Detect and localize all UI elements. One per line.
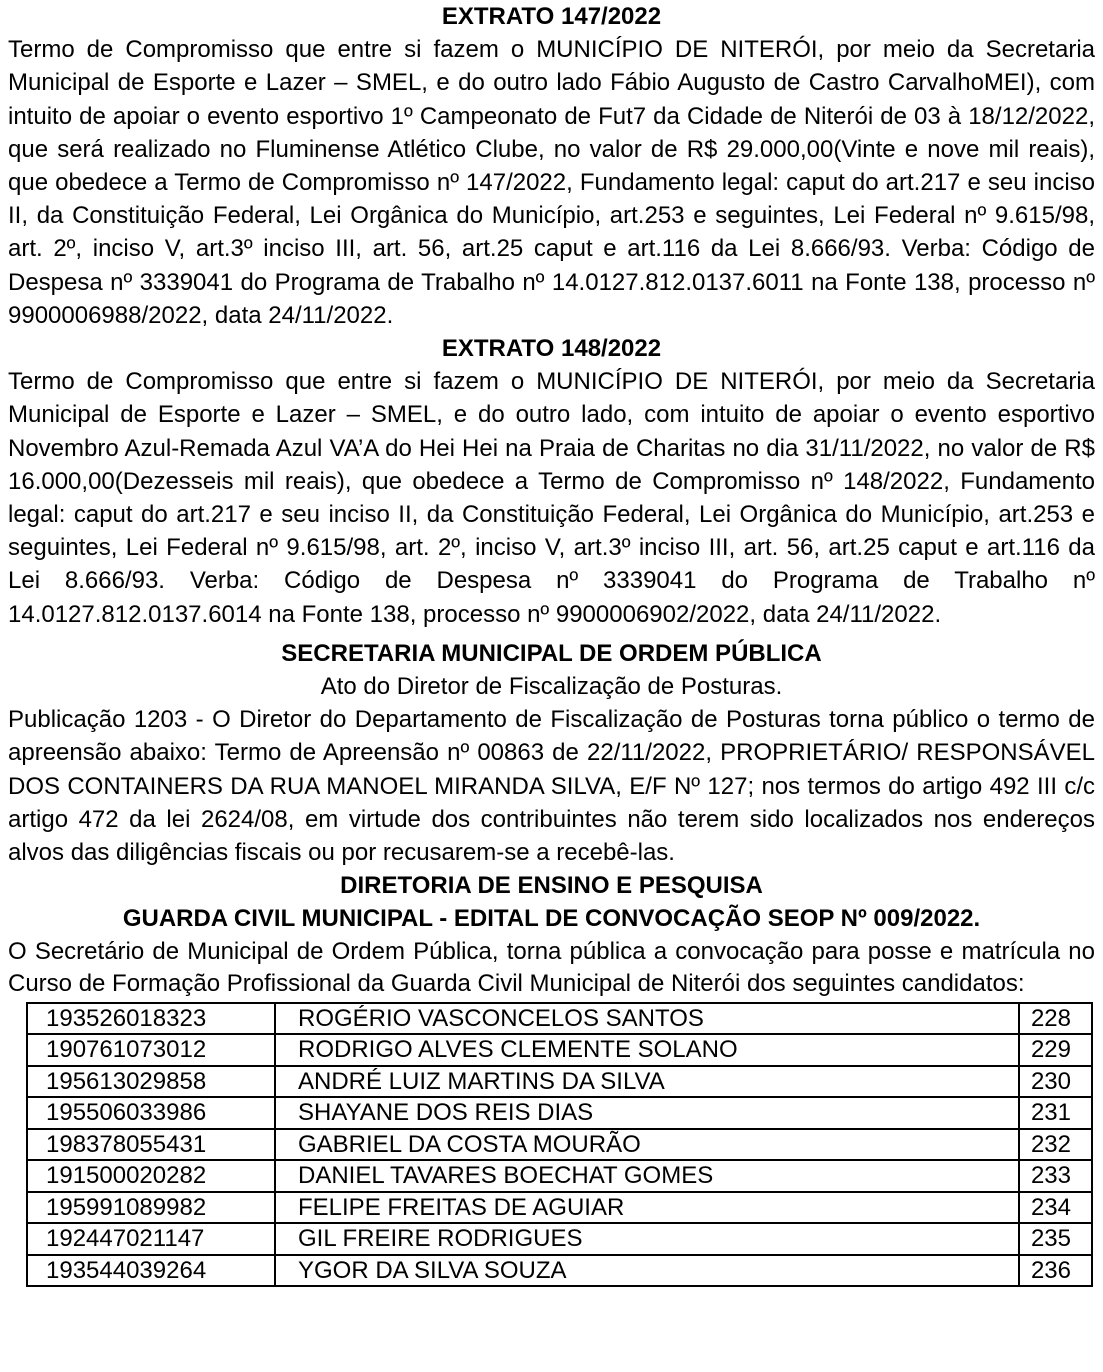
candidate-name: DANIEL TAVARES BOECHAT GOMES (275, 1160, 1019, 1192)
candidate-classificacao: 230 (1019, 1066, 1092, 1098)
extrato-147-body: Termo de Compromisso que entre si fazem o MUNICÍPIO DE NITERÓI, por meio da Secretaria Municipal de Esporte e Lazer – SMEL, e do outro lado Fábio Augusto de Castro CarvalhoMEI), com intuito de apoiar o evento esportivo 1º Campeonato de Fut7 da Cidade de Niterói de 03 à 18/12/2022, que será realizado no Fluminense Atlético Clube, no valor de R$ 29.000,00(Vinte e nove mil reais), que obedece a Termo de Compromisso nº 147/2022, Fundamento legal: caput do art.217 e seu inciso II, da Constituição Federal, Lei Orgânica do Município, art.253 e seguintes, Lei Federal nº 9.615/98, art. 2º, inciso V, art.3º inciso III, art. 56, art.25 caput e art.116 da Lei 8.666/93. Verba: Código de Despesa nº 3339041 do Programa de Trabalho nº 14.0127.812.0137.6011 na Fonte 138, processo nº 9900006988/2022, data 24/11/2022. (8, 36, 1095, 329)
candidate-name: ROGÉRIO VASCONCELOS SANTOS (275, 1003, 1019, 1035)
candidate-classificacao: 228 (1019, 1003, 1092, 1035)
ordem-publica-body: Publicação 1203 - O Diretor do Departamento de Fiscalização de Posturas torna público o termo de apreensão abaixo: Termo de Apreensão nº 00863 de 22/11/2022, PROPRIETÁRIO/ RESPONSÁVEL DOS CONTAINERS DA RUA MANOEL MIRANDA SILVA, E/F Nº 127; nos termos do artigo 492 III c/c artigo 472 da lei 2624/08, em virtude dos contribuintes não terem sido localizados nos endereços alvos das diligências fiscais ou por recusarem-se a recebê-las. (8, 706, 1095, 867)
candidate-classificacao: 232 (1019, 1129, 1092, 1161)
candidate-inscricao: 193526018323 (27, 1003, 275, 1035)
table-row (27, 1003, 1092, 1035)
candidate-inscricao: 195613029858 (27, 1066, 275, 1098)
table-row (27, 1160, 1092, 1192)
candidate-inscricao: 191500020282 (27, 1160, 275, 1192)
candidate-name: RODRIGO ALVES CLEMENTE SOLANO (275, 1034, 1019, 1066)
candidate-name: GABRIEL DA COSTA MOURÃO (275, 1129, 1019, 1161)
edital-title: GUARDA CIVIL MUNICIPAL - EDITAL DE CONVOCAÇÃO SEOP Nº 009/2022. (122, 905, 981, 933)
extrato-148-title: EXTRATO 148/2022 (441, 335, 662, 363)
diretoria-title: DIRETORIA DE ENSINO E PESQUISA (340, 872, 763, 900)
candidate-name: ANDRÉ LUIZ MARTINS DA SILVA (275, 1066, 1019, 1098)
table-row (27, 1129, 1092, 1161)
candidate-inscricao: 192447021147 (27, 1223, 275, 1255)
table-row (27, 1034, 1092, 1066)
ordem-publica-title: SECRETARIA MUNICIPAL DE ORDEM PÚBLICA (281, 639, 822, 667)
candidate-name: FELIPE FREITAS DE AGUIAR (275, 1192, 1019, 1224)
candidate-classificacao: 235 (1019, 1223, 1092, 1255)
candidate-classificacao: 233 (1019, 1160, 1092, 1192)
candidate-name: SHAYANE DOS REIS DIAS (275, 1097, 1019, 1129)
table-row (27, 1097, 1092, 1129)
candidate-name: GIL FREIRE RODRIGUES (275, 1223, 1019, 1255)
candidate-classificacao: 229 (1019, 1034, 1092, 1066)
candidate-inscricao: 195991089982 (27, 1192, 275, 1224)
candidate-inscricao: 193544039264 (27, 1255, 275, 1287)
extrato-148-body: Termo de Compromisso que entre si fazem o MUNICÍPIO DE NITERÓI, por meio da Secretaria Municipal de Esporte e Lazer – SMEL, e do outro lado, com intuito de apoiar o evento esportivo Novembro Azul-Remada Azul VA’A do Hei Hei na Praia de Charitas no dia 31/11/2022, no valor de R$ 16.000,00(Dezesseis mil reais), que obedece a Termo de Compromisso nº 148/2022, Fundamento legal: caput do art.217 e seu inciso II, da Constituição Federal, Lei Orgânica do Município, art.253 e seguintes, Lei Federal nº 9.615/98, art. 2º, inciso V, art.3º inciso III, art. 56, art.25 caput e art.116 da Lei 8.666/93. Verba: Código de Despesa nº 3339041 do Programa de Trabalho nº 14.0127.812.0137.6014 na Fonte 138, processo nº 9900006902/2022, data 24/11/2022. (8, 368, 1095, 628)
table-row (27, 1255, 1092, 1287)
candidate-name: YGOR DA SILVA SOUZA (275, 1255, 1019, 1287)
candidate-inscricao: 195506033986 (27, 1097, 275, 1129)
candidates-table (26, 1002, 1093, 1288)
extrato-147-title: EXTRATO 147/2022 (441, 3, 662, 30)
ordem-publica-subtitle: Ato do Diretor de Fiscalização de Posturas. (320, 673, 783, 701)
candidate-inscricao: 198378055431 (27, 1129, 275, 1161)
candidate-inscricao: 190761073012 (27, 1034, 275, 1066)
table-row (27, 1066, 1092, 1098)
edital-body: O Secretário de Municipal de Ordem Pública, torna pública a convocação para posse e matrícula no Curso de Formação Profissional da Guarda Civil Municipal de Niterói dos seguintes candidatos: (8, 937, 1095, 997)
table-row (27, 1192, 1092, 1224)
candidate-classificacao: 236 (1019, 1255, 1092, 1287)
candidate-classificacao: 231 (1019, 1097, 1092, 1129)
table-row (27, 1223, 1092, 1255)
candidate-classificacao: 234 (1019, 1192, 1092, 1224)
